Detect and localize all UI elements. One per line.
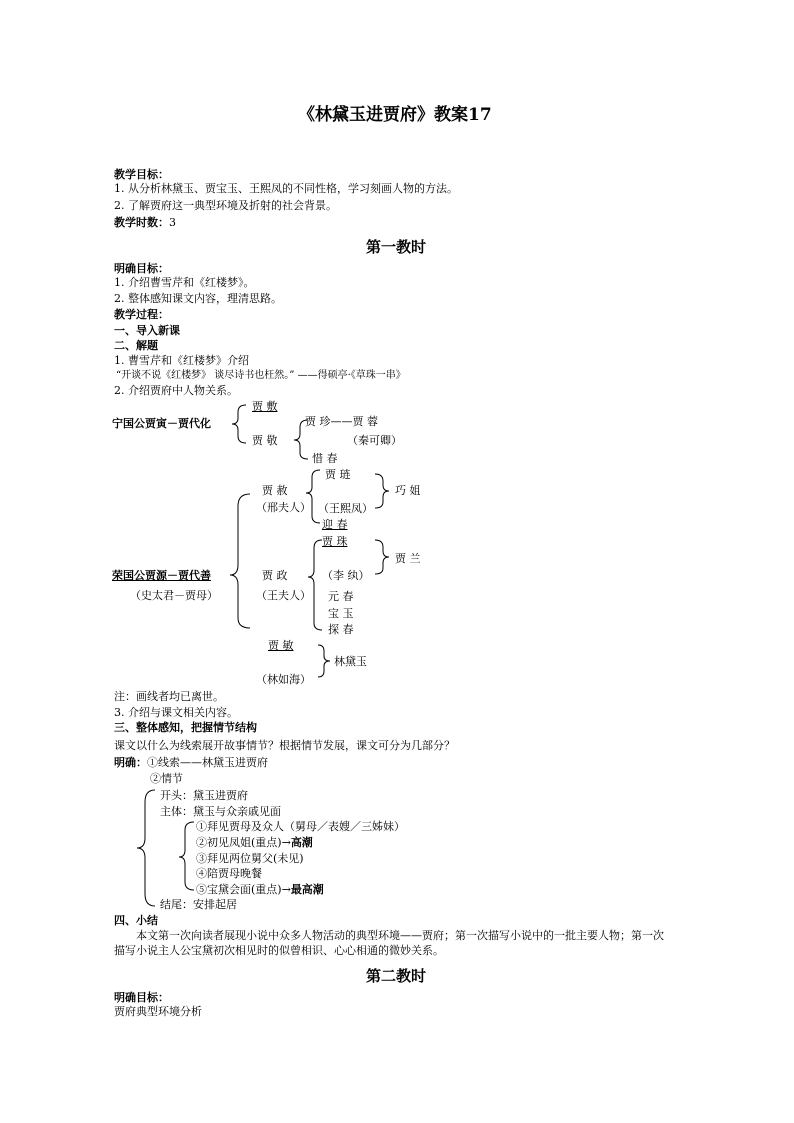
process-label: 教学过程： xyxy=(114,308,169,321)
section-3: 三、整体感知，把握情节结构 xyxy=(114,721,257,734)
li-wan: （李 纨） xyxy=(322,569,370,582)
objectives-label: 教学目标： xyxy=(114,168,169,181)
answer-line xyxy=(114,756,268,770)
plot-sub-5-line xyxy=(196,883,324,897)
bracket-qiaojie xyxy=(375,474,389,508)
jia-she: 贾 赦 xyxy=(262,484,288,497)
plot-end: 结尾：安排起居 xyxy=(160,898,237,911)
yuanchun: 元 春 xyxy=(328,590,354,603)
bracket-linDaiyu xyxy=(318,645,330,677)
lesson1-goal-2: 2. 整体感知课文内容，理清思路。 xyxy=(114,292,282,305)
plot-sub-2: ②初见凤姐(重点)→ xyxy=(196,836,291,849)
question: 课文以什么为线索展开故事情节？根据情节发展，课文可分为几部分？ xyxy=(114,739,455,752)
lin-daiyu: 林黛玉 xyxy=(334,655,367,668)
yingchun: 迎 春 xyxy=(322,518,348,531)
jia-fu: 贾 敷 xyxy=(252,400,278,413)
xichun: 惜 春 xyxy=(312,452,338,465)
answer-label: 明确： xyxy=(114,756,147,769)
grandmother: （史太君－贾母） xyxy=(130,589,218,602)
plot-sub-2-line xyxy=(196,836,313,850)
objective-2: 2. 了解贾府这一典型环境及折射的社会背景。 xyxy=(114,199,337,212)
lesson2-goals-label: 明确目标： xyxy=(114,991,169,1004)
item-2: 2. 介绍贾府中人物关系。 xyxy=(114,384,238,397)
jia-zheng: 贾 政 xyxy=(262,569,288,582)
jia-zhen-rong: 贾 珍——贾 蓉 xyxy=(305,415,378,428)
baoyu: 宝 玉 xyxy=(328,607,354,620)
wang-xifeng: （王熙凤） xyxy=(318,502,373,515)
plot-sub-1: ①拜见贾母及众人（舅母／表嫂／三姊妹） xyxy=(196,820,405,833)
bracket-plot xyxy=(137,790,155,906)
jia-lian: 贾 琏 xyxy=(325,468,351,481)
quote: “开谈不说《红楼梦》 谈尽诗书也枉然。” ——得硕亭·《草珠一串》 xyxy=(116,370,406,381)
bracket-ningguo xyxy=(232,405,246,443)
jia-lan: 贾 兰 xyxy=(395,552,421,565)
lesson1-heading: 第一教时 xyxy=(366,238,427,256)
jia-jing: 贾 敬 xyxy=(252,434,278,447)
bracket-rongguo xyxy=(230,494,250,628)
lesson1-goal-1: 1. 介绍曹雪芹和《红楼梦》。 xyxy=(114,276,255,289)
plot-sub-5: ⑤宝黛会面(重点)→ xyxy=(196,883,291,896)
summary: 本文第一次向读者展现小说中众多人物活动的典型环境——贾府；第一次描写小说中的一批主要人物；第一次描写小说主人公宝黛初次相见时的似曾相识、心心相通的微妙关系。 xyxy=(114,929,664,957)
bracket-jiazheng xyxy=(308,540,322,630)
jia-min: 贾 敏 xyxy=(268,639,294,652)
plot-begin: 开头：黛玉进贾府 xyxy=(160,789,248,802)
objective-1: 1. 从分析林黛玉、贾宝玉、王熙凤的不同性格，学习刻画人物的方法。 xyxy=(114,182,458,195)
bracket-plot-main xyxy=(179,822,194,890)
plot-label: ②情节 xyxy=(150,772,183,785)
page-title: 《林黛玉进贾府》教案17 xyxy=(298,105,492,125)
section-1: 一、导入新课 xyxy=(114,324,180,337)
tanchun: 探 春 xyxy=(328,623,354,636)
lesson2-heading: 第二教时 xyxy=(366,967,427,985)
lesson2-goal: 贾府典型环境分析 xyxy=(114,1005,202,1018)
note: 注：画线者均已离世。 xyxy=(114,690,224,703)
plot-main: 主体：黛玉与众亲戚见面 xyxy=(160,805,281,818)
lesson1-goals-label: 明确目标： xyxy=(114,262,169,275)
rongguo-line: 荣国公贾源－贾代善 xyxy=(112,569,211,582)
hours-value: 3 xyxy=(169,216,176,229)
clue: ①线索——林黛玉进贾府 xyxy=(147,756,268,769)
plot-sub-3: ③拜见两位舅父(未见) xyxy=(196,852,304,865)
ningguo-line: 宁国公贾寅－贾代化 xyxy=(112,417,211,430)
climax: 高潮 xyxy=(290,836,313,849)
item-1: 1. 曹雪芹和《红楼梦》介绍 xyxy=(114,354,249,367)
item-3: 3. 介绍与课文相关内容。 xyxy=(114,706,238,719)
hours-label: 教学时数： xyxy=(114,216,169,229)
qiaojie: 巧 姐 xyxy=(395,484,421,497)
lady-xing: （邢夫人） xyxy=(256,501,311,514)
top-climax: 最高潮 xyxy=(290,883,324,896)
qin-keqing: （秦可卿） xyxy=(347,434,402,447)
lin-ruhai: （林如海） xyxy=(256,673,311,686)
section-2: 二、解题 xyxy=(114,339,158,352)
plot-sub-4: ④陪贾母晚餐 xyxy=(196,867,262,880)
jia-zhu: 贾 珠 xyxy=(322,535,348,548)
lady-wang: （王夫人） xyxy=(256,589,311,602)
bracket-jialan xyxy=(375,540,389,574)
section-4: 四、小结 xyxy=(114,914,158,927)
